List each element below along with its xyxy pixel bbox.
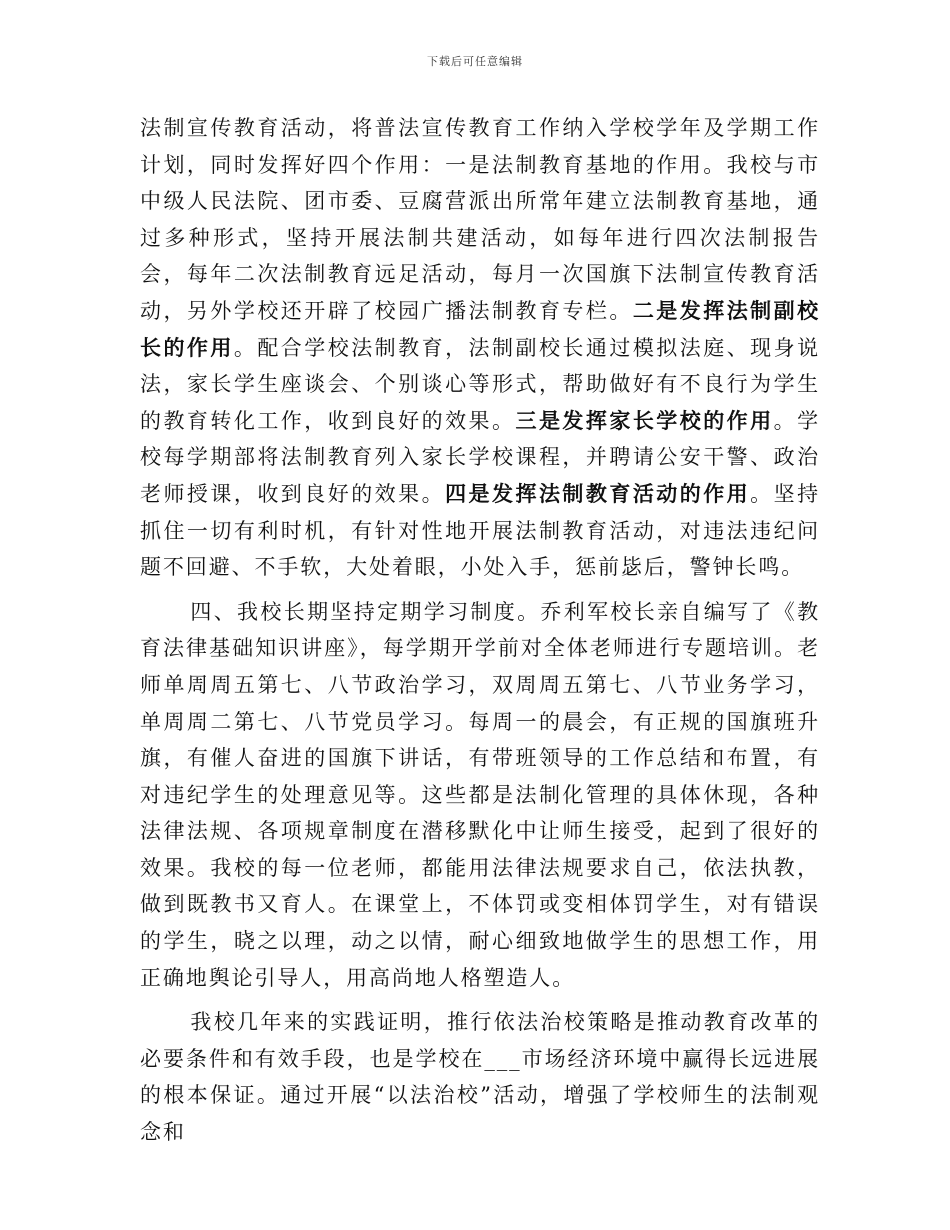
bold-heading-education-activities: 四是发挥法制教育活动的作用	[445, 480, 751, 506]
text-segment: 法制宣传教育活动，将普法宣传教育工作纳入学校学年及学期工作计划，同时发挥好四个作用：一是法制教育基地的作用。我校与市中级人民法院、团市委、豆腐营派出所常年建立法制教育基地，通过多种形式，坚持开展法制共建活动，如每年进行四次法制报告会，每年二次法制教育远足活动，每月一次国旗下法制宣传教育活动，另外学校还开辟了校园广播法制教育专栏。	[140, 116, 820, 323]
paragraph-conclusion	[140, 1004, 820, 1150]
page-header: 下载后可任意编辑	[427, 55, 523, 68]
bold-heading-vice-principal: 二是发挥法制副校长的作用	[140, 297, 821, 360]
text-segment: 四、我校长期坚持定期学习制度。乔利军校长亲自编写了《教育法律基础知识讲座》，每学期开学前对全体老师进行专题培训。老师单周周五第七、八节政治学习，双周周五第七、八节业务学习，单周周二第七、八节党员学习。每周一的晨会，有正规的国旗班升旗，有催人奋进的国旗下讲话，有带班领导的工作总结和布置，有对违纪学生的处理意见等。这些都是法制化管理的具体休现，各种法律法规、各项规章制度在潜移默化中让师生接受，起到了很好的效果。我校的每一位老师，都能用法律法规要求自己，依法执教，做到既教书又育人。在课堂上，不体罚或变相体罚学生，对有错误的学生，晓之以理，动之以情，耐心细致地做学生的思想工作，用正确地舆论引导人，用高尚地人格塑造人。	[140, 599, 820, 990]
text-segment: 。配合学校法制教育，法制副校长通过模拟法庭、现身说法，家长学生座谈会、个别谈心等形式，帮助做好有不良行为学生的教育转化工作，收到良好的效果。	[140, 335, 820, 433]
text-segment: 我校几年来的实践证明，推行依法治校策略是推动教育改革的必要条件和有效手段，也是学校在___市场经济环境中赢得长远进展的根本保证。通过开展“以法治校”活动，增强了学校师生的法制观念和	[140, 1010, 820, 1145]
document-body	[140, 110, 820, 1151]
bold-heading-parent-school: 三是发挥家长学校的作用	[515, 407, 774, 433]
paragraph-study-system	[140, 594, 820, 997]
text-segment: 。坚持抓住一切有利时机，有针对性地开展法制教育活动，对违法违纪问题不回避、不手软，大处着眼，小处入手，惩前毖后，警钟长鸣。	[140, 481, 820, 580]
paragraph-legal-education-roles	[140, 110, 820, 586]
text-segment: 。学校每学期部将法制教育列入家长学校课程，并聘请公安干警、政治老师授课，收到良好的效果。	[140, 408, 820, 506]
